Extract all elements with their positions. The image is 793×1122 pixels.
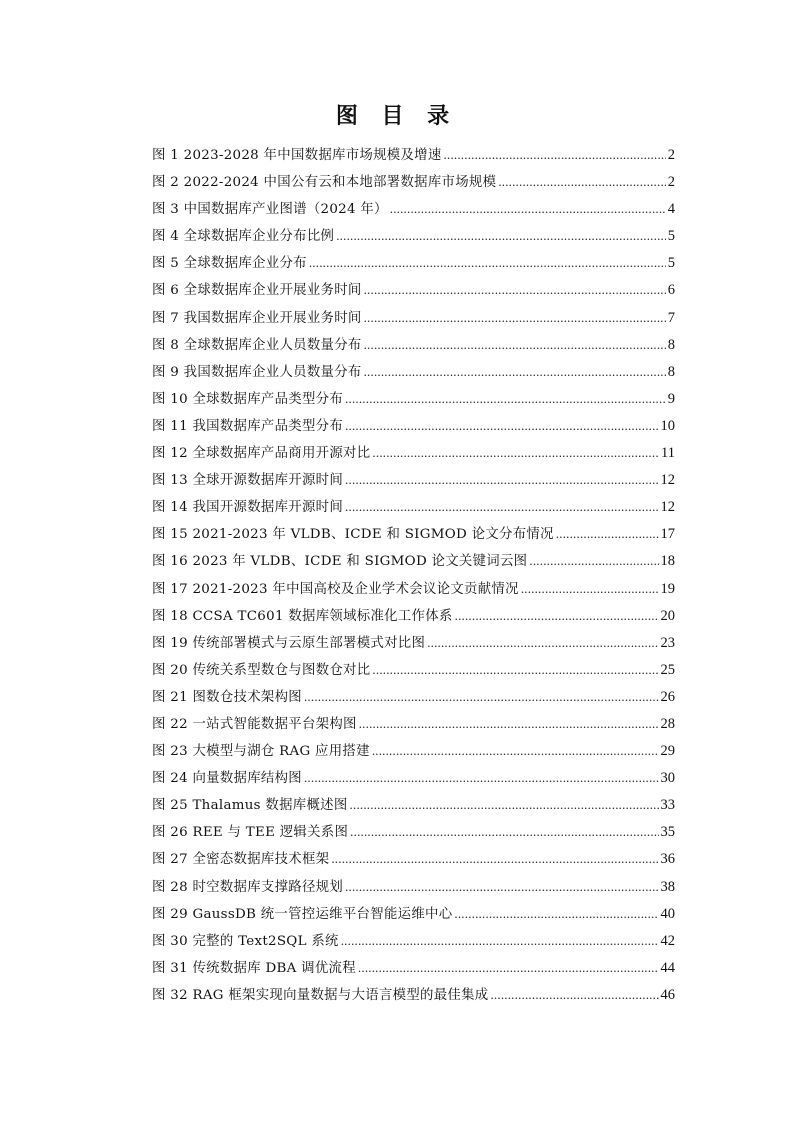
toc-entry-label: 图 8 全球数据库企业人员数量分布 <box>152 337 362 353</box>
dot-leader <box>304 764 659 791</box>
toc-entry-label: 图 6 全球数据库企业开展业务时间 <box>152 283 362 299</box>
toc-entry-page-number: 4 <box>667 201 675 218</box>
toc-entry-page-number: 8 <box>667 363 675 380</box>
toc-entry[interactable] <box>152 520 675 547</box>
dot-leader <box>350 791 659 818</box>
toc-entry-page-number: 33 <box>660 797 675 814</box>
dot-leader <box>304 683 659 710</box>
toc-entry-label: 图 22 一站式智能数据平台架构图 <box>152 716 357 732</box>
toc-entry[interactable] <box>152 656 675 683</box>
toc-entry[interactable] <box>152 602 675 629</box>
dot-leader <box>350 818 658 845</box>
toc-entry-label: 图 24 向量数据库结构图 <box>152 771 302 787</box>
toc-entry-page-number: 40 <box>660 905 675 922</box>
toc-entry[interactable] <box>152 276 675 303</box>
dot-leader <box>341 927 659 954</box>
toc-entry[interactable] <box>152 547 675 574</box>
toc-entry-label: 图 3 中国数据库产业图谱（2024 年） <box>152 202 388 218</box>
toc-entry[interactable] <box>152 845 675 872</box>
toc-entry-page-number: 12 <box>660 472 675 489</box>
toc-entry-page-number: 38 <box>660 878 675 895</box>
toc-entry-label: 图 17 2021-2023 年中国高校及企业学术会议论文贡献情况 <box>152 581 519 597</box>
toc-entry-page-number: 5 <box>667 228 675 245</box>
dot-leader <box>427 629 658 656</box>
toc-entry-page-number: 42 <box>660 932 675 949</box>
toc-entry-label: 图 28 时空数据库支撑路径规划 <box>152 879 344 895</box>
toc-entry[interactable] <box>152 439 675 466</box>
toc-entry-label: 图 15 2021-2023 年 VLDB、ICDE 和 SIGMOD 论文分布情况 <box>152 527 554 543</box>
toc-entry[interactable] <box>152 737 675 764</box>
toc-entry-label: 图 1 2023-2028 年中国数据库市场规模及增速 <box>152 148 442 163</box>
dot-leader <box>345 412 658 439</box>
dot-leader <box>390 195 666 222</box>
toc-entry[interactable] <box>152 954 675 981</box>
toc-entry[interactable] <box>152 466 675 493</box>
toc-entry-page-number: 25 <box>660 661 675 678</box>
toc-entry[interactable] <box>152 629 675 656</box>
dot-leader <box>372 737 659 764</box>
dot-leader <box>490 981 658 1008</box>
dot-leader <box>372 656 658 683</box>
toc-entry-page-number: 18 <box>660 553 675 570</box>
toc-entry-label: 图 29 GaussDB 统一管控运维平台智能运维中心 <box>152 906 453 922</box>
toc-entry[interactable] <box>152 331 675 358</box>
toc-entry-label: 图 21 图数仓技术架构图 <box>152 689 302 705</box>
toc-entry[interactable] <box>152 304 675 331</box>
toc-entry[interactable] <box>152 710 675 737</box>
toc-entry-page-number: 9 <box>667 390 675 407</box>
dot-leader <box>345 385 666 412</box>
dot-leader <box>529 547 658 574</box>
dot-leader <box>364 331 666 358</box>
dot-leader <box>372 439 659 466</box>
toc-entry-label: 图 23 大模型与湖仓 RAG 应用搭建 <box>152 744 370 760</box>
dot-leader <box>358 954 659 981</box>
page-title: 图 目 录 <box>335 104 458 129</box>
toc-entry-label: 图 31 传统数据库 DBA 调优流程 <box>152 960 356 976</box>
toc-entry[interactable] <box>152 818 675 845</box>
toc-entry[interactable] <box>152 385 675 412</box>
toc-entry-page-number: 36 <box>660 851 675 868</box>
toc-entry-label: 图 25 Thalamus 数据库概述图 <box>152 798 348 814</box>
figure-list <box>152 141 675 1008</box>
toc-entry-page-number: 19 <box>660 580 675 597</box>
dot-leader <box>556 520 659 547</box>
toc-entry-label: 图 19 传统部署模式与云原生部署模式对比图 <box>152 635 426 651</box>
toc-entry-label: 图 30 完整的 Text2SQL 系统 <box>152 933 339 949</box>
dot-leader <box>455 602 659 629</box>
toc-entry[interactable] <box>152 168 675 195</box>
dot-leader <box>331 845 658 872</box>
toc-entry[interactable] <box>152 493 675 520</box>
toc-entry[interactable] <box>152 222 675 249</box>
toc-entry-page-number: 7 <box>667 309 675 326</box>
toc-entry-label: 图 27 全密态数据库技术框架 <box>152 852 330 868</box>
toc-entry-label: 图 5 全球数据库企业分布 <box>152 256 307 272</box>
toc-entry-label: 图 10 全球数据库产品类型分布 <box>152 391 344 407</box>
toc-entry[interactable] <box>152 575 675 602</box>
toc-entry-label: 图 2 2022-2024 中国公有云和本地部署数据库市场规模 <box>152 175 497 191</box>
toc-entry-page-number: 6 <box>667 282 675 299</box>
toc-entry-page-number: 5 <box>667 255 675 272</box>
dot-leader <box>521 575 659 602</box>
dot-leader <box>364 304 666 331</box>
toc-entry-page-number: 26 <box>660 688 675 705</box>
toc-entry-label: 图 16 2023 年 VLDB、ICDE 和 SIGMOD 论文关键词云图 <box>152 554 528 570</box>
toc-entry-label: 图 14 我国开源数据库开源时间 <box>152 500 344 516</box>
toc-entry-page-number: 8 <box>667 336 675 353</box>
toc-entry[interactable] <box>152 764 675 791</box>
toc-entry-page-number: 11 <box>661 445 675 462</box>
toc-entry-label: 图 20 传统关系型数仓与图数仓对比 <box>152 662 371 678</box>
toc-entry-label: 图 7 我国数据库企业开展业务时间 <box>152 310 362 326</box>
toc-entry-page-number: 46 <box>660 986 675 1003</box>
dot-leader <box>345 873 658 900</box>
toc-entry[interactable] <box>152 791 675 818</box>
toc-entry-label: 图 18 CCSA TC601 数据库领域标准化工作体系 <box>152 608 453 624</box>
dot-leader <box>498 168 665 195</box>
dot-leader <box>345 493 658 520</box>
toc-entry[interactable] <box>152 195 675 222</box>
toc-entry-label: 图 11 我国数据库产品类型分布 <box>152 418 344 434</box>
toc-entry[interactable] <box>152 927 675 954</box>
dot-leader <box>359 710 659 737</box>
toc-entry-label: 图 26 REE 与 TEE 逻辑关系图 <box>152 825 349 841</box>
dot-leader <box>345 466 658 493</box>
toc-entry-page-number: 12 <box>660 499 675 516</box>
toc-entry[interactable] <box>152 412 675 439</box>
toc-entry-page-number: 28 <box>660 715 675 732</box>
toc-entry[interactable] <box>152 249 675 276</box>
dot-leader <box>364 276 666 303</box>
toc-entry-page-number: 29 <box>660 743 675 760</box>
toc-entry-page-number: 30 <box>660 770 675 787</box>
toc-entry[interactable] <box>152 358 675 385</box>
dot-leader <box>309 249 666 276</box>
toc-entry[interactable] <box>152 900 675 927</box>
toc-entry-label: 图 9 我国数据库企业人员数量分布 <box>152 364 362 380</box>
toc-entry-label: 图 13 全球开源数据库开源时间 <box>152 473 344 489</box>
toc-entry-page-number: 35 <box>660 824 675 841</box>
toc-entry-page-number: 2 <box>667 147 675 163</box>
dot-leader <box>444 141 666 168</box>
toc-entry-label: 图 32 RAG 框架实现向量数据与大语言模型的最佳集成 <box>152 987 489 1003</box>
dot-leader <box>336 222 666 249</box>
toc-entry[interactable] <box>152 141 675 168</box>
toc-entry-page-number: 17 <box>660 526 675 543</box>
toc-entry-page-number: 44 <box>660 959 675 976</box>
toc-entry[interactable] <box>152 981 675 1008</box>
toc-entry-page-number: 2 <box>667 174 675 191</box>
toc-entry-label: 图 4 全球数据库企业分布比例 <box>152 229 335 245</box>
dot-leader <box>454 900 658 927</box>
toc-entry[interactable] <box>152 683 675 710</box>
toc-entry-label: 图 12 全球数据库产品商用开源对比 <box>152 446 371 462</box>
dot-leader <box>364 358 666 385</box>
toc-entry-page-number: 10 <box>660 417 675 434</box>
toc-entry[interactable] <box>152 873 675 900</box>
toc-entry-page-number: 23 <box>660 634 675 651</box>
toc-entry-page-number: 20 <box>660 607 675 624</box>
